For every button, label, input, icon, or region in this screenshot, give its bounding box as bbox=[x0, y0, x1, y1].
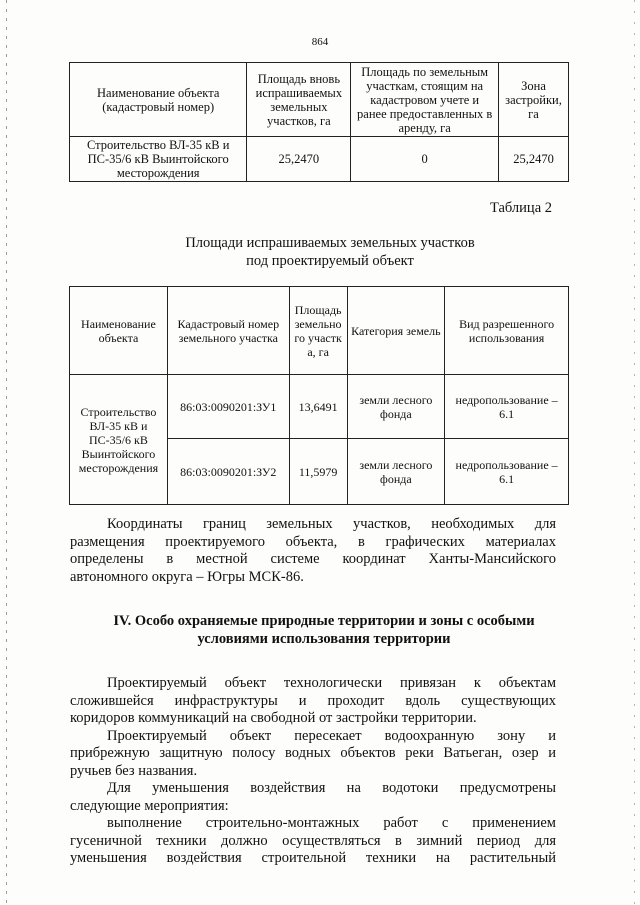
heading-line: IV. Особо охраняемые природные территории и зоны с особыми bbox=[113, 613, 535, 629]
table-title-line: под проектируемый объект bbox=[246, 253, 414, 269]
table-land-plots bbox=[69, 286, 569, 505]
text-line: коридоров коммуникаций на свободной от застройки территории. bbox=[70, 710, 477, 726]
table-label: Таблица 2 bbox=[489, 200, 552, 216]
table-title-line: Площади испрашиваемых земельных участков bbox=[185, 235, 475, 251]
table-header-row bbox=[70, 287, 569, 375]
text-line: Для уменьшения воздействия на водотоки предусмотрены bbox=[107, 780, 556, 796]
header-cell: Зона застройки, га bbox=[499, 63, 569, 137]
object-name-cell: Строительство ВЛ-35 кВ и ПС-35/6 кВ Выинтойского месторождения bbox=[70, 137, 247, 182]
scan-edge-right bbox=[634, 0, 635, 905]
text-line: прибрежную защитную полосу водных объектов реки Ватьеган, озер и bbox=[70, 745, 556, 761]
table-title bbox=[0, 234, 640, 270]
cadastral-number-cell: 86:03:0090201:ЗУ1 bbox=[167, 375, 289, 439]
text-line: ручьев без названия. bbox=[70, 762, 198, 779]
header-cell: Площадь земельного участка, га bbox=[289, 287, 347, 375]
text-line: размещения проектируемого объекта, в графических материалах bbox=[70, 533, 556, 550]
header-cell: Наименование объекта (кадастровый номер) bbox=[70, 63, 247, 137]
text-line: Проектируемый объект пересекает водоохранную зону и bbox=[107, 727, 556, 744]
text-line: автономного округа – Югры МСК-86. bbox=[70, 568, 304, 585]
text-line: Координаты границ земельных участков, необходимых для bbox=[107, 516, 556, 532]
land-category-cell: земли лесного фонда bbox=[347, 375, 445, 439]
header-cell: Категория земель bbox=[347, 287, 445, 375]
header-cell: Наименование объекта bbox=[70, 287, 168, 375]
text-line: Проектируемый объект технологически привязан к объектам bbox=[107, 675, 556, 691]
header-cell: Площадь вновь испрашиваемых земельных участков, га bbox=[247, 63, 351, 137]
land-category-cell: земли лесного фонда bbox=[347, 439, 445, 505]
text-line: следующие мероприятия: bbox=[70, 797, 229, 814]
area-cell: 11,5979 bbox=[289, 439, 347, 505]
header-cell: Кадастровый номер земельного участка bbox=[167, 287, 289, 375]
text-line: уменьшения воздействия строительной техники на растительный bbox=[70, 850, 556, 866]
text-line: выполнение строительно-монтажных работ с применением bbox=[107, 815, 556, 831]
permitted-use-cell: недропользование – 6.1 bbox=[445, 439, 569, 505]
header-cell: Площадь по земельным участкам, стоящим на кадастровом учете и ранее предоставленных в аренду, га bbox=[351, 63, 499, 137]
text-line: гусеничной техники должно осуществляться в зимний период для bbox=[70, 832, 556, 849]
table-land-summary bbox=[69, 62, 569, 182]
area-cell: 13,6491 bbox=[289, 375, 347, 439]
registered-area-cell: 0 bbox=[351, 137, 499, 182]
building-zone-cell: 25,2470 bbox=[499, 137, 569, 182]
header-cell: Вид разрешенного использования bbox=[445, 287, 569, 375]
page-number: 864 bbox=[311, 36, 329, 48]
body-text bbox=[70, 675, 556, 868]
table-row bbox=[70, 375, 569, 439]
scan-edge-left bbox=[6, 0, 7, 905]
permitted-use-cell: недропользование – 6.1 bbox=[445, 375, 569, 439]
heading-line: условиями использования территории bbox=[197, 631, 451, 647]
object-name-cell: Строительство ВЛ-35 кВ и ПС-35/6 кВ Выинтойского месторождения bbox=[70, 375, 168, 505]
new-area-cell: 25,2470 bbox=[247, 137, 351, 182]
section-heading bbox=[96, 612, 552, 648]
table-header-row bbox=[70, 63, 569, 137]
cadastral-number-cell: 86:03:0090201:ЗУ2 bbox=[167, 439, 289, 505]
coordinates-paragraph bbox=[70, 516, 556, 586]
table-row bbox=[70, 137, 569, 182]
text-line: определены в местной системе координат Ханты-Мансийского bbox=[70, 551, 556, 567]
text-line: сложившейся инфраструктуры и проходит вдоль существующих bbox=[70, 692, 556, 709]
